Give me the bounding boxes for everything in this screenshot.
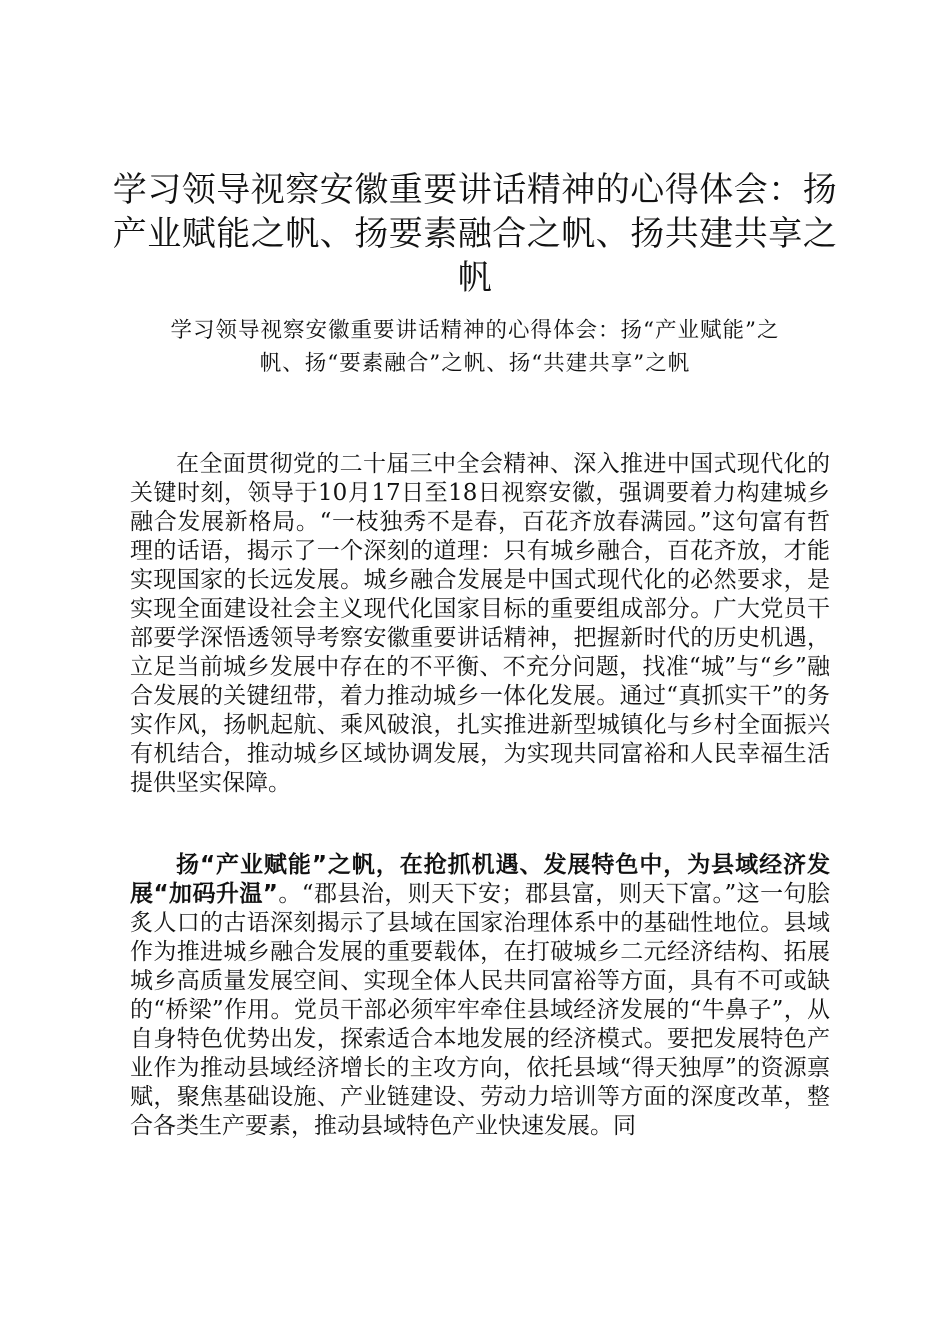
paragraph-1-text: 在全面贯彻党的二十届三中全会精神、深入推进中国式现代化的关键时刻，领导于10月17日至18日视察安徽，强调要着力构建城乡融合发展新格局。“一枝独秀不是春，百花齐放春满园。”这句富有哲理的话语，揭示了一个深刻的道理：只有城乡融合，百花齐放，才能实现国家的长远发展。城乡融合发展是中国式现代化的必然要求，是实现全面建设社会主义现代化国家目标的重要组成部分。广大党员干部要学深悟透领导考察安徽重要讲话精神，把握新时代的历史机遇，立足当前城乡发展中存在的不平衡、不充分问题，找准“城”与“乡”融合发展的关键纽带，着力推动城乡一体化发展。通过“真抓实干”的务实作风，扬帆起航、乘风破浪，扎实推进新型城镇化与乡村全面振兴有机结合，推动城乡区域协调发展，为实现共同富裕和人民幸福生活提供坚实保障。 bbox=[130, 451, 830, 796]
document-title: 学习领导视察安徽重要讲话精神的心得体会：扬产业赋能之帆、扬要素融合之帆、扬共建共享之帆 bbox=[112, 170, 838, 298]
paragraph-2-lead-heading: 扬“产业赋能”之帆，在抢抓机遇、发展特色中，为县域经济发展“加码升温” bbox=[130, 852, 830, 907]
paragraph-1 bbox=[130, 450, 830, 798]
document-subtitle: 学习领导视察安徽重要讲话精神的心得体会：扬“产业赋能”之帆、扬“要素融合”之帆、扬“共建共享”之帆 bbox=[170, 318, 780, 376]
paragraph-2-text: 。“郡县治，则天下安；郡县富，则天下富。”这一句脍炙人口的古语深刻揭示了县域在国家治理体系中的基础性地位。县域作为推进城乡融合发展的重要载体，在打破城乡二元经济结构、拓展城乡高质量发展空间、实现全体人民共同富裕等方面，具有不可或缺的“桥梁”作用。党员干部必须牢牢牵住县域经济发展的“牛鼻子”，从自身特色优势出发，探索适合本地发展的经济模式。要把发展特色产业作为推动县域经济增长的主攻方向，依托县域“得天独厚”的资源禀赋，聚焦基础设施、产业链建设、劳动力培训等方面的深度改革，整合各类生产要素，推动县域特色产业快速发展。同 bbox=[130, 881, 830, 1139]
paragraph-2 bbox=[130, 851, 830, 1141]
